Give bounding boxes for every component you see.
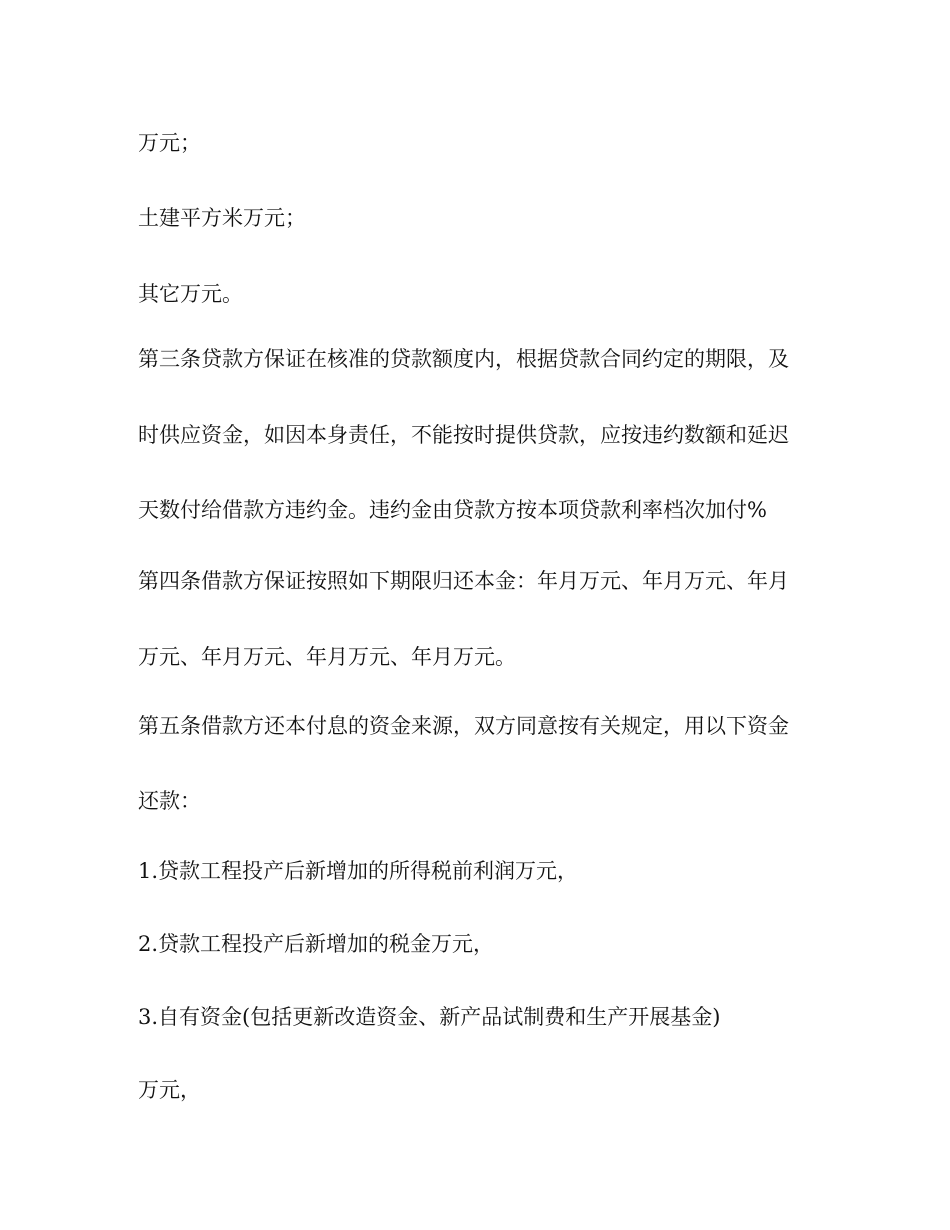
text-line: 第三条贷款方保证在核准的贷款额度内，根据贷款合同约定的期限，及	[138, 347, 789, 371]
list-item: 2.贷款工程投产后新增加的税金万元，	[138, 932, 495, 956]
text-line: 天数付给借款方违约金。违约金由贷款方按本项贷款利率档次加付%	[138, 498, 767, 522]
text-line: 万元、年月万元、年月万元、年月万元。	[138, 645, 516, 669]
list-item: 3.自有资金(包括更新改造资金、新产品试制费和生产开展基金)	[138, 1005, 721, 1029]
text-line: 其它万元。	[138, 282, 243, 306]
text-line: 万元，	[138, 1078, 201, 1102]
text-line: 万元；	[138, 131, 201, 155]
text-line: 时供应资金，如因本身责任，不能按时提供贷款，应按违约数额和延迟	[138, 423, 789, 447]
text-line: 第四条借款方保证按照如下期限归还本金：年月万元、年月万元、年月	[138, 569, 789, 593]
list-item: 1.贷款工程投产后新增加的所得税前利润万元，	[138, 859, 579, 883]
text-line: 第五条借款方还本付息的资金来源，双方同意按有关规定，用以下资金	[138, 714, 789, 738]
text-line: 土建平方米万元；	[138, 206, 306, 230]
text-line: 还款：	[138, 789, 201, 813]
